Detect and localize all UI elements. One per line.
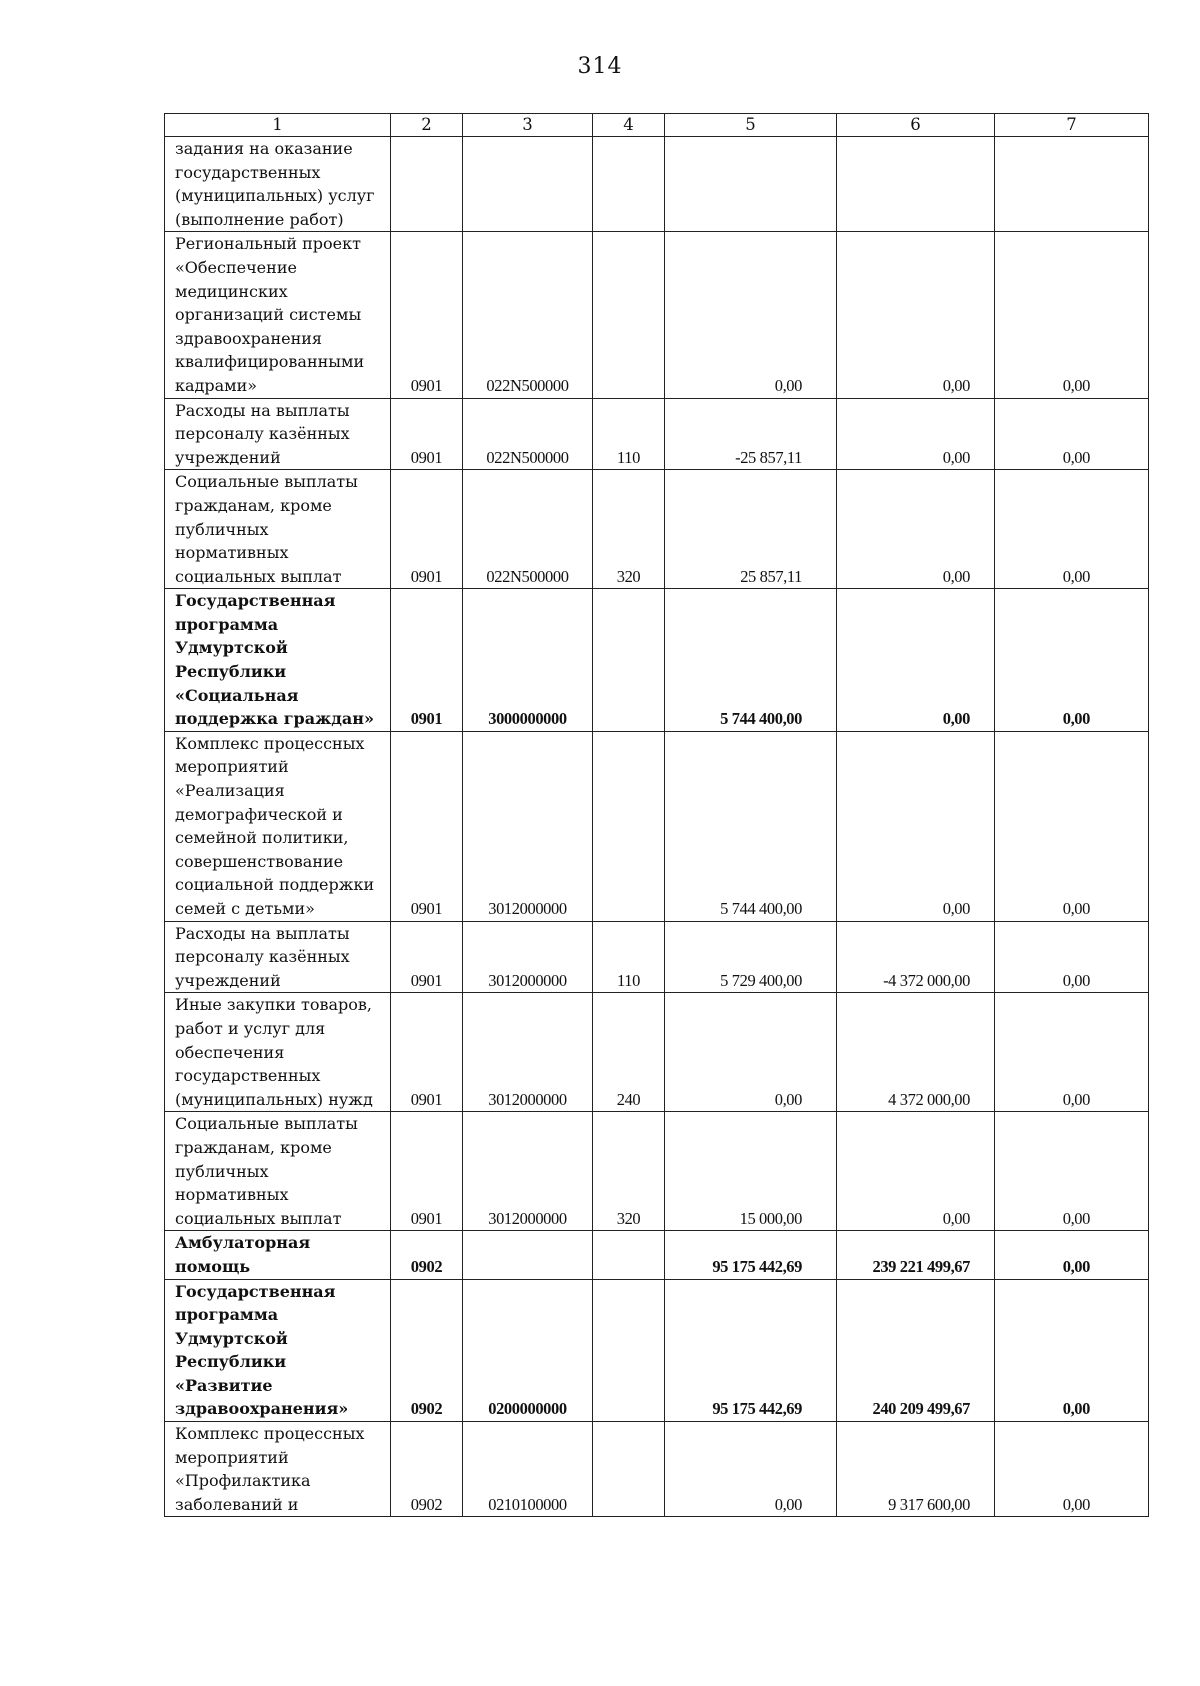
page-number: 314 (577, 54, 623, 79)
table-row (165, 1112, 1149, 1231)
row-amount-7-cell: 0,00 (995, 232, 1149, 398)
row-amount-5-cell: 5 729 400,00 (665, 921, 837, 993)
row-amount-6-cell: -4 372 000,00 (837, 921, 995, 993)
row-amount-6-cell: 4 372 000,00 (837, 993, 995, 1112)
row-type-cell: 320 (593, 470, 665, 589)
header-cell: 6 (837, 114, 995, 137)
row-amount-7-cell: 0,00 (995, 398, 1149, 470)
row-section-cell: 0901 (391, 232, 463, 398)
row-amount-7-cell: 0,00 (995, 731, 1149, 921)
header-cell: 2 (391, 114, 463, 137)
row-type-cell (593, 1422, 665, 1517)
row-amount-5-cell (665, 137, 837, 232)
row-section-cell: 0901 (391, 921, 463, 993)
row-article-cell: 3012000000 (463, 731, 593, 921)
table-row (165, 589, 1149, 732)
row-name-cell: задания на оказание государственных (муниципальных) услуг (выполнение работ) (165, 137, 391, 232)
table-body (165, 137, 1149, 1517)
row-name-cell: Расходы на выплаты персоналу казённых учреждений (165, 398, 391, 470)
row-type-cell: 320 (593, 1112, 665, 1231)
row-amount-6-cell: 240 209 499,67 (837, 1279, 995, 1422)
row-amount-7-cell: 0,00 (995, 1279, 1149, 1422)
header-cell: 3 (463, 114, 593, 137)
row-amount-6-cell: 239 221 499,67 (837, 1231, 995, 1279)
row-amount-5-cell: 0,00 (665, 1422, 837, 1517)
row-type-cell (593, 589, 665, 732)
row-type-cell (593, 731, 665, 921)
row-section-cell: 0902 (391, 1422, 463, 1517)
table-row (165, 1231, 1149, 1279)
row-amount-6-cell: 0,00 (837, 1112, 995, 1231)
row-amount-5-cell: 95 175 442,69 (665, 1279, 837, 1422)
row-section-cell: 0901 (391, 731, 463, 921)
row-article-cell: 0210100000 (463, 1422, 593, 1517)
row-type-cell (593, 137, 665, 232)
row-amount-7-cell: 0,00 (995, 1422, 1149, 1517)
row-type-cell (593, 232, 665, 398)
table-row (165, 1422, 1149, 1517)
row-amount-6-cell: 0,00 (837, 398, 995, 470)
row-name-cell: Комплекс процессных мероприятий «Профилактика заболеваний и (165, 1422, 391, 1517)
row-amount-7-cell: 0,00 (995, 470, 1149, 589)
row-amount-5-cell: 0,00 (665, 232, 837, 398)
row-name-cell: Региональный проект «Обеспечение медицинских организаций системы здравоохранения квалифицированными кадрами» (165, 232, 391, 398)
row-article-cell (463, 137, 593, 232)
row-amount-7-cell (995, 137, 1149, 232)
row-amount-6-cell: 0,00 (837, 232, 995, 398)
row-article-cell: 022N500000 (463, 470, 593, 589)
row-section-cell: 0902 (391, 1279, 463, 1422)
row-section-cell: 0901 (391, 470, 463, 589)
row-name-cell: Комплекс процессных мероприятий «Реализация демографической и семейной политики, совершенствование социальной поддержки семей с детьми» (165, 731, 391, 921)
row-name-cell: Социальные выплаты гражданам, кроме публичных нормативных социальных выплат (165, 470, 391, 589)
header-cell: 5 (665, 114, 837, 137)
row-amount-7-cell: 0,00 (995, 1112, 1149, 1231)
row-name-cell: Социальные выплаты гражданам, кроме публичных нормативных социальных выплат (165, 1112, 391, 1231)
row-amount-7-cell: 0,00 (995, 589, 1149, 732)
table-row (165, 993, 1149, 1112)
row-name-cell: Амбулаторная помощь (165, 1231, 391, 1279)
table-row (165, 470, 1149, 589)
table-row (165, 137, 1149, 232)
row-amount-5-cell: 25 857,11 (665, 470, 837, 589)
row-type-cell (593, 1231, 665, 1279)
row-article-cell: 3012000000 (463, 1112, 593, 1231)
row-section-cell: 0901 (391, 589, 463, 732)
header-cell: 4 (593, 114, 665, 137)
row-type-cell: 110 (593, 398, 665, 470)
row-article-cell: 022N500000 (463, 232, 593, 398)
row-amount-6-cell: 0,00 (837, 731, 995, 921)
row-type-cell (593, 1279, 665, 1422)
row-name-cell: Государственная программа Удмуртской Республики «Социальная поддержка граждан» (165, 589, 391, 732)
header-cell: 1 (165, 114, 391, 137)
row-section-cell: 0902 (391, 1231, 463, 1279)
table-row (165, 921, 1149, 993)
row-amount-6-cell (837, 137, 995, 232)
row-article-cell: 3000000000 (463, 589, 593, 732)
row-section-cell: 0901 (391, 1112, 463, 1231)
row-type-cell: 240 (593, 993, 665, 1112)
row-amount-5-cell: 15 000,00 (665, 1112, 837, 1231)
row-amount-5-cell: 95 175 442,69 (665, 1231, 837, 1279)
row-name-cell: Расходы на выплаты персоналу казённых учреждений (165, 921, 391, 993)
header-cell: 7 (995, 114, 1149, 137)
row-article-cell: 3012000000 (463, 921, 593, 993)
row-amount-7-cell: 0,00 (995, 993, 1149, 1112)
row-article-cell (463, 1231, 593, 1279)
table-row (165, 232, 1149, 398)
row-section-cell (391, 137, 463, 232)
row-section-cell: 0901 (391, 398, 463, 470)
row-amount-6-cell: 0,00 (837, 470, 995, 589)
table-header (165, 114, 1149, 137)
row-amount-5-cell: -25 857,11 (665, 398, 837, 470)
table-row (165, 1279, 1149, 1422)
row-amount-5-cell: 0,00 (665, 993, 837, 1112)
table-row (165, 398, 1149, 470)
row-article-cell: 022N500000 (463, 398, 593, 470)
row-name-cell: Государственная программа Удмуртской Республики «Развитие здравоохранения» (165, 1279, 391, 1422)
row-article-cell: 0200000000 (463, 1279, 593, 1422)
header-row (165, 114, 1149, 137)
row-name-cell: Иные закупки товаров, работ и услуг для обеспечения государственных (муниципальных) нужд (165, 993, 391, 1112)
row-type-cell: 110 (593, 921, 665, 993)
row-amount-5-cell: 5 744 400,00 (665, 589, 837, 732)
row-amount-5-cell: 5 744 400,00 (665, 731, 837, 921)
row-section-cell: 0901 (391, 993, 463, 1112)
row-article-cell: 3012000000 (463, 993, 593, 1112)
row-amount-6-cell: 0,00 (837, 589, 995, 732)
budget-table (164, 113, 1149, 1517)
row-amount-6-cell: 9 317 600,00 (837, 1422, 995, 1517)
row-amount-7-cell: 0,00 (995, 1231, 1149, 1279)
row-amount-7-cell: 0,00 (995, 921, 1149, 993)
table-row (165, 731, 1149, 921)
